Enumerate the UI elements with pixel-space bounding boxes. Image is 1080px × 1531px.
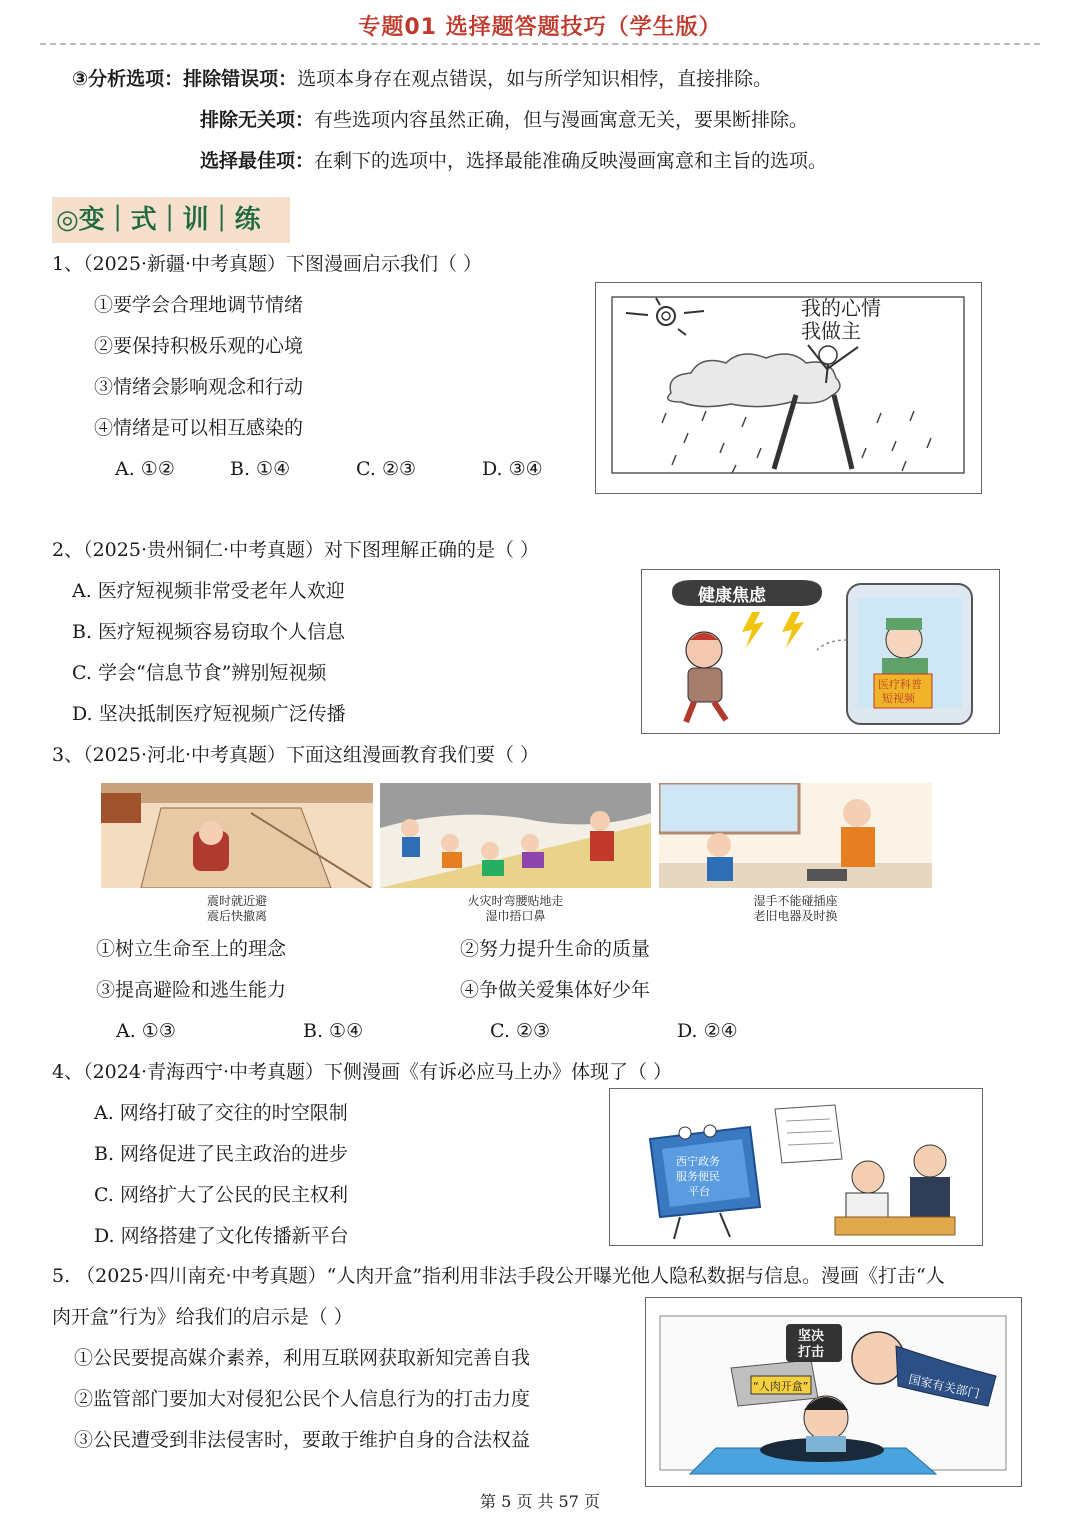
analysis-row-3: [200, 148, 827, 174]
q1-choice-a: A. ①②: [115, 458, 175, 480]
q2-cartoon: [641, 569, 1000, 734]
q3-panel-earthquake: [101, 783, 373, 923]
q1-statement-2: ②要保持积极乐观的心境: [94, 335, 304, 357]
q4-choice-a: A. 网络打破了交往的时空限制: [94, 1102, 348, 1124]
q5-statement-3: ③公民遭受到非法侵害时，要敢于维护自身的合法权益: [74, 1429, 531, 1451]
q4-choice-d: D. 网络搭建了文化传播新平台: [94, 1225, 349, 1247]
q1-cartoon-drawing: [596, 283, 980, 492]
q3-choice-b: B. ①④: [303, 1020, 364, 1042]
q3-panel-fire: [380, 783, 651, 923]
q2-stem: 2、（2025·贵州铜仁·中考真题）对下图理解正确的是（ ）: [52, 539, 540, 561]
q5-cartoon-drawing: [646, 1298, 1020, 1485]
q4-cartoon-drawing: [610, 1089, 981, 1244]
practice-heading: ◎变｜式｜训｜练: [52, 197, 290, 243]
q3-statement-4: ④争做关爱集体好少年: [460, 979, 651, 1001]
q3-choice-c: C. ②③: [490, 1020, 551, 1042]
q5-cartoon-text-4: 国家有关部门: [907, 1372, 981, 1401]
q1-statement-3: ③情绪会影响观念和行动: [94, 376, 304, 398]
q3-statement-3: ③提高避险和逃生能力: [96, 979, 287, 1001]
q4-choice-b: B. 网络促进了民主政治的进步: [94, 1143, 349, 1165]
q2-cartoon-text-3: 短视频: [882, 692, 915, 705]
q3-caption-3-line-2: 老旧电器及时换: [753, 909, 838, 923]
page-title: 专题01 选择题答题技巧（学生版）: [358, 15, 722, 40]
q5-statement-1: ①公民要提高媒介素养，利用互联网获取新知完善自我: [74, 1347, 531, 1369]
q3-panel-3-drawing: [659, 783, 932, 888]
analysis-term-2: 排除无关项：: [200, 109, 315, 131]
q1-statement-1: ①要学会合理地调节情绪: [94, 294, 304, 316]
q1-cartoon: [595, 282, 982, 494]
q3-panel-electric: [659, 783, 932, 923]
q4-stem: 4、（2024·青海西宁·中考真题）下侧漫画《有诉必应马上办》体现了（ ）: [52, 1061, 673, 1083]
q5-cartoon-text-1: 坚决: [798, 1329, 825, 1344]
analysis-term-3: 选择最佳项：: [200, 150, 315, 172]
q3-caption-1-line-2: 震后快撤离: [206, 909, 267, 923]
analysis-row-1: [72, 66, 772, 92]
q5-cartoon-text-3: “人肉开盒”: [753, 1380, 809, 1393]
q1-cartoon-text-2: 我做主: [801, 319, 861, 343]
q2-choice-b: B. 医疗短视频容易窃取个人信息: [72, 621, 346, 643]
q3-choice-d: D. ②④: [677, 1020, 738, 1042]
analysis-row-2: [200, 107, 808, 133]
q2-choice-d: D. 坚决抵制医疗短视频广泛传播: [72, 703, 346, 725]
q4-cartoon-text-1: 西宁政务: [676, 1155, 720, 1168]
q3-panel-1-drawing: [101, 783, 373, 888]
q5-cartoon: [645, 1297, 1022, 1487]
q1-choice-d: D. ③④: [482, 458, 543, 480]
q3-statement-2: ②努力提升生命的质量: [460, 938, 651, 960]
q3-caption-2-line-1: 火灾时弯腰贴地走: [467, 894, 564, 908]
q5-statement-2: ②监管部门要加大对侵犯公民个人信息行为的打击力度: [74, 1388, 531, 1410]
q3-caption-2-line-2: 湿巾捂口鼻: [485, 909, 546, 923]
q1-stem: 1、（2025·新疆·中考真题）下图漫画启示我们（ ）: [52, 253, 483, 275]
q2-choice-a: A. 医疗短视频非常受老年人欢迎: [72, 580, 345, 602]
analysis-text-1: 选项本身存在观点错误，如与所学知识相悖，直接排除。: [297, 68, 773, 90]
q4-cartoon-text-3: 平台: [688, 1185, 710, 1198]
q3-statement-1: ①树立生命至上的理念: [96, 938, 287, 960]
q5-stem-line-1: 5. （2025·四川南充·中考真题）“人肉开盒”指利用非法手段公开曝光他人隐私数据与信息。漫画《打击“人: [52, 1265, 945, 1287]
q5-cartoon-text-2: 打击: [798, 1345, 825, 1360]
q3-caption-1-line-1: 震时就近避: [206, 894, 267, 908]
q2-cartoon-text-2: 医疗科普: [878, 678, 922, 691]
analysis-lead: ③分析选项：: [72, 68, 184, 90]
q3-choice-a: A. ①③: [116, 1020, 176, 1042]
q1-choice-c: C. ②③: [356, 458, 417, 480]
q1-choice-b: B. ①④: [230, 458, 291, 480]
q2-cartoon-text-1: 健康焦虑: [698, 586, 766, 606]
analysis-term-1: 排除错误项：: [183, 68, 298, 90]
title-divider: [40, 43, 1040, 45]
q2-cartoon-drawing: [642, 570, 998, 732]
q4-cartoon: [609, 1088, 983, 1246]
q4-cartoon-text-2: 服务便民: [676, 1170, 720, 1183]
q3-panel-2-drawing: [380, 783, 651, 888]
q3-caption-3-line-1: 湿手不能碰插座: [753, 894, 838, 908]
analysis-text-3: 在剩下的选项中，选择最能准确反映漫画寓意和主旨的选项。: [314, 150, 828, 172]
analysis-text-2: 有些选项内容虽然正确，但与漫画寓意无关，要果断排除。: [314, 109, 809, 131]
q5-stem-line-2: 肉开盒”行为》给我们的启示是（ ）: [52, 1306, 353, 1328]
q1-cartoon-text-1: 我的心情: [801, 296, 881, 320]
q2-choice-c: C. 学会“信息节食”辨别短视频: [72, 662, 327, 684]
q1-statement-4: ④情绪是可以相互感染的: [94, 417, 304, 439]
q4-choice-c: C. 网络扩大了公民的民主权利: [94, 1184, 348, 1206]
page-footer: 第 5 页 共 57 页: [480, 1492, 600, 1511]
q3-stem: 3、（2025·河北·中考真题）下面这组漫画教育我们要（ ）: [52, 744, 540, 766]
